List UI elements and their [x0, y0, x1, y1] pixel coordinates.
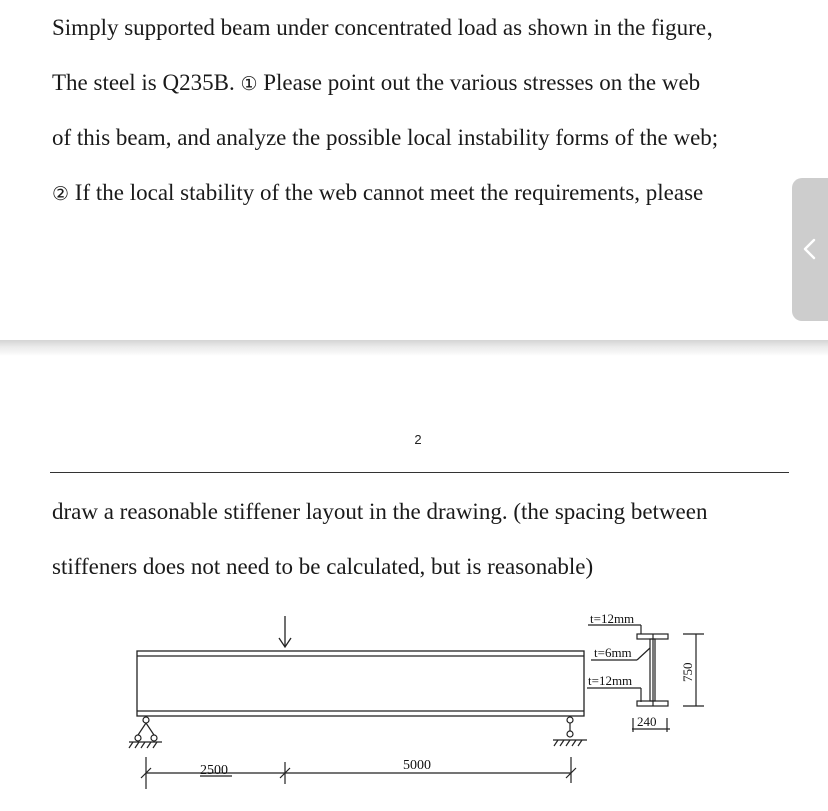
text-segment: The steel is Q235B. [52, 70, 241, 95]
chevron-left-icon [800, 238, 820, 260]
question-text-line-6: stiffeners does not need to be calculated, but is reasonable) [52, 554, 594, 579]
roller-support-right-icon [553, 717, 587, 746]
page-number: 2 [414, 432, 422, 447]
question-text-line-3: of this beam, and analyze the possible local instability forms of the web; [52, 125, 719, 150]
question-text-line-1: Simply supported beam under concentrated load as shown in the figure， [52, 15, 730, 40]
side-panel-toggle[interactable] [792, 178, 828, 321]
text-segment: Please point out the various stresses on the web [257, 70, 701, 95]
circled-number-2: ② [52, 183, 70, 205]
footer-rule [50, 472, 789, 473]
label-top-flange-thickness: t=12mm [590, 611, 635, 626]
dimension-2500: 2500 [200, 763, 228, 778]
i-section [587, 625, 704, 732]
label-web-thickness: t=6mm [594, 645, 632, 660]
question-text-line-2 [52, 68, 700, 99]
question-text-line-5: draw a reasonable stiffener layout in the drawing. (the spacing between [52, 499, 708, 524]
label-bottom-flange-thickness: t=12mm [588, 673, 633, 688]
pin-support-left-icon [129, 717, 162, 748]
dimension-5000: 5000 [403, 758, 431, 773]
text-segment: If the local stability of the web cannot meet the requirements, please [69, 180, 704, 205]
page-separator [0, 340, 828, 356]
circled-number-1: ① [240, 73, 258, 95]
question-text-line-4 [52, 178, 703, 209]
beam-outline [137, 651, 584, 716]
label-flange-width: 240 [637, 714, 657, 729]
load-arrow-icon [279, 616, 291, 647]
label-section-height: 750 [680, 662, 695, 682]
dimension-lines [141, 757, 576, 789]
